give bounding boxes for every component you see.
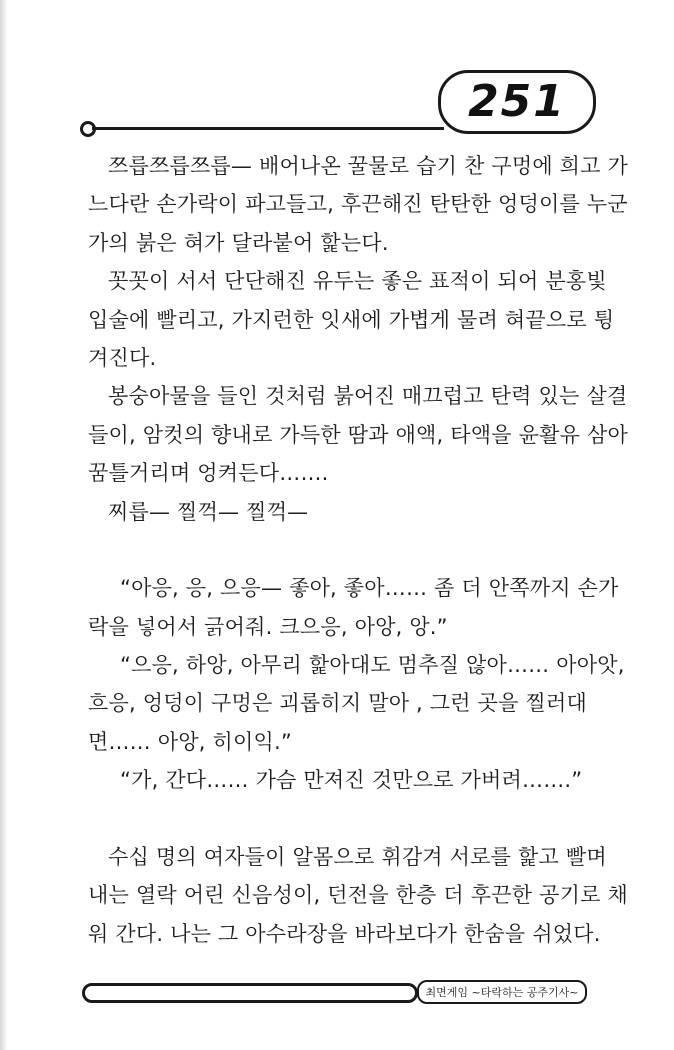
page-edge-shadow [0, 0, 8, 1050]
text-line: 락을 넣어서 긁어줘. 크으응, 아앙, 앙.” [88, 614, 448, 639]
text-line: “으응, 하앙, 아무리 핥아대도 멈추질 않아…… 아아앗, [120, 653, 625, 678]
running-title-badge [417, 980, 587, 1004]
blank-line [88, 800, 588, 838]
text-line: 꿈틀거리며 엉켜든다……. [88, 461, 329, 486]
text-line: 입술에 빨리고, 가지런한 잇새에 가볍게 물려 혀끝으로 튕 [88, 307, 615, 332]
text-line: 내는 열락 어린 신음성이, 던전을 한층 더 후끈한 공기로 채 [88, 883, 628, 908]
text-line: 봉숭아물을 들인 것처럼 붉어진 매끄럽고 탄력 있는 살결 [108, 384, 628, 409]
text-line: 흐응, 엉덩이 구멍은 괴롭히지 말아 , 그런 곳을 찔러대 [88, 691, 587, 716]
blank-line [88, 531, 588, 569]
footer-rule-bar [82, 983, 418, 1003]
text-line: 찌릅— 찔꺽— 찔꺽— [108, 499, 309, 524]
text-line: 수십 명의 여자들이 알몸으로 휘감겨 서로를 핥고 빨며 [108, 845, 607, 870]
text-line: 쯔릅쯔릅쯔릅— 배어나온 꿀물로 습기 찬 구멍에 희고 가 [108, 154, 629, 178]
text-line: “아응, 응, 으응— 좋아, 좋아…… 좀 더 안쪽까지 손가 [120, 576, 619, 601]
text-line: 들이, 암컷의 향내로 가득한 땀과 애액, 타액을 윤활유 삼아 [88, 422, 628, 447]
text-line: 겨진다. [88, 345, 157, 370]
text-line: 면…… 아앙, 히이익.” [88, 729, 292, 754]
body-text [88, 147, 629, 953]
page-number: 251 [468, 76, 566, 127]
text-line: 워 간다. 나는 그 아수라장을 바라보다가 한숨을 쉬었다. [88, 921, 601, 946]
running-title: 최면게임 ~타락하는 공주기사~ [425, 986, 579, 999]
header-rule [92, 127, 444, 130]
text-line: 꼿꼿이 서서 단단해진 유두는 좋은 표적이 되어 분홍빛 [108, 269, 607, 294]
text-line: 가의 붉은 혀가 달라붙어 핥는다. [88, 230, 389, 255]
text-line: 느다란 손가락이 파고들고, 후끈해진 탄탄한 엉덩이를 누군 [88, 192, 628, 217]
text-line: “가, 간다…… 가슴 만져진 것만으로 가버려…….” [120, 768, 583, 793]
page-number-badge [438, 70, 596, 134]
